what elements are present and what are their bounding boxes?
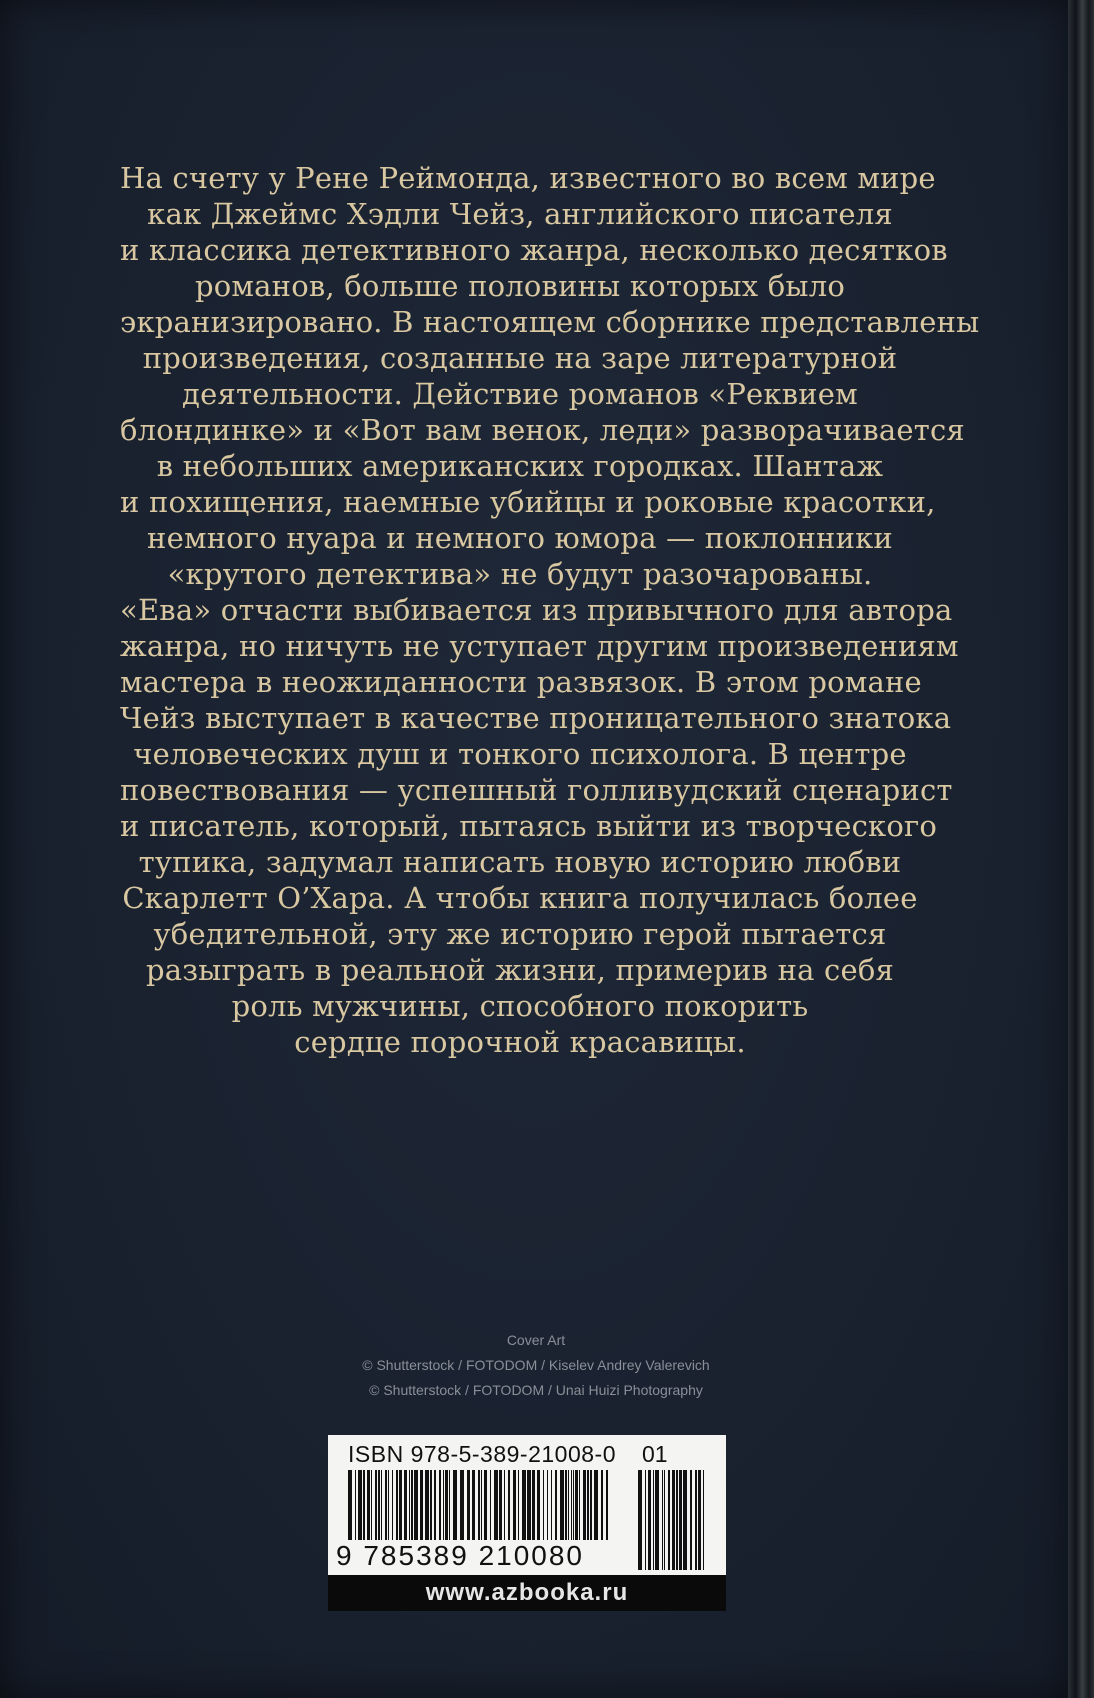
barcode-addon-bars [638, 1470, 708, 1570]
barcode-bar [703, 1470, 704, 1570]
barcode-bar [690, 1470, 692, 1570]
barcode-bar [648, 1470, 651, 1570]
barcode-bar [676, 1470, 678, 1570]
book-edge [1068, 0, 1094, 1698]
credits-line: © Shutterstock / FOTODOM / Kiselev Andrey Valerevich [362, 1357, 710, 1373]
blurb-line: мастера в неожиданности развязок. В этом романе [120, 665, 922, 699]
barcode-bar [653, 1470, 654, 1570]
blurb-line: жанра, но ничуть не уступает другим произведениям [120, 629, 959, 663]
blurb-line: романов, больше половины которых было [195, 269, 845, 303]
blurb-line: сердце порочной красавицы. [294, 1025, 746, 1059]
blurb-text [120, 160, 980, 1060]
credits-heading: Cover Art [506, 1332, 566, 1348]
blurb-line: Скарлетт О’Хара. А чтобы книга получилась более [122, 881, 918, 915]
isbn-barcode [328, 1435, 726, 1575]
blurb-line: и похищения, наемные убийцы и роковые красотки, [120, 485, 936, 519]
barcode-bar [679, 1470, 682, 1570]
blurb-line: человеческих душ и тонкого психолога. В центре [133, 737, 907, 771]
blurb-line: разыграть в реальной жизни, примерив на себя [145, 953, 895, 987]
cover-art-credits [0, 1328, 1072, 1403]
blurb-line: произведения, созданные на заре литературной [142, 341, 898, 375]
blurb-line: и писатель, который, пытаясь выйти из творческого [120, 809, 938, 843]
barcode-addon-number: 01 [642, 1441, 668, 1467]
blurb-line: «крутого детектива» не будут разочарованы. [167, 557, 873, 591]
barcode-bar [645, 1470, 646, 1570]
blurb-line: как Джеймс Хэдли Чейз, английского писателя [147, 197, 893, 231]
blurb-line: убедительной, эту же историю герой пытается [153, 917, 887, 951]
barcode-bar [683, 1470, 687, 1570]
barcode-bar [695, 1470, 697, 1570]
ean-digits: 9 785389 210080 [334, 1540, 618, 1572]
blurb-line: блондинке» и «Вот вам венок, леди» разворачивается [120, 413, 965, 447]
blurb-line: «Ева» отчасти выбивается из привычного для автора [120, 593, 953, 627]
barcode-bar [698, 1470, 701, 1570]
publisher-website: www.azbooka.ru [328, 1575, 726, 1611]
barcode-bar [662, 1470, 663, 1570]
credits-line: © Shutterstock / FOTODOM / Unai Huizi Photography [369, 1382, 703, 1398]
blurb-line: экранизировано. В настоящем сборнике представлены [120, 305, 980, 339]
blurb-line: и классика детективного жанра, несколько десятков [120, 233, 948, 267]
barcode-bar [668, 1470, 670, 1570]
blurb-line: немного нуара и немного юмора — поклонники [147, 521, 893, 555]
blurb-line: в небольших американских городках. Шантаж [156, 449, 884, 483]
blurb-line: Чейз выступает в качестве проницательного знатока [120, 701, 952, 735]
barcode-bar [672, 1470, 675, 1570]
blurb-line: На счету у Рене Реймонда, известного во всем мире [120, 161, 936, 195]
blurb-line: роль мужчины, способного покорить [231, 989, 809, 1023]
barcode-bar [638, 1470, 642, 1570]
blurb-line: повествования — успешный голливудский сценарист [120, 773, 953, 807]
barcode-bar [655, 1470, 659, 1570]
barcode-bar [664, 1470, 665, 1570]
blurb-line: деятельности. Действие романов «Реквием [182, 377, 858, 411]
blurb-line: тупика, задумал написать новую историю любви [138, 845, 902, 879]
isbn-number: ISBN 978-5-389-21008-0 [348, 1441, 616, 1467]
